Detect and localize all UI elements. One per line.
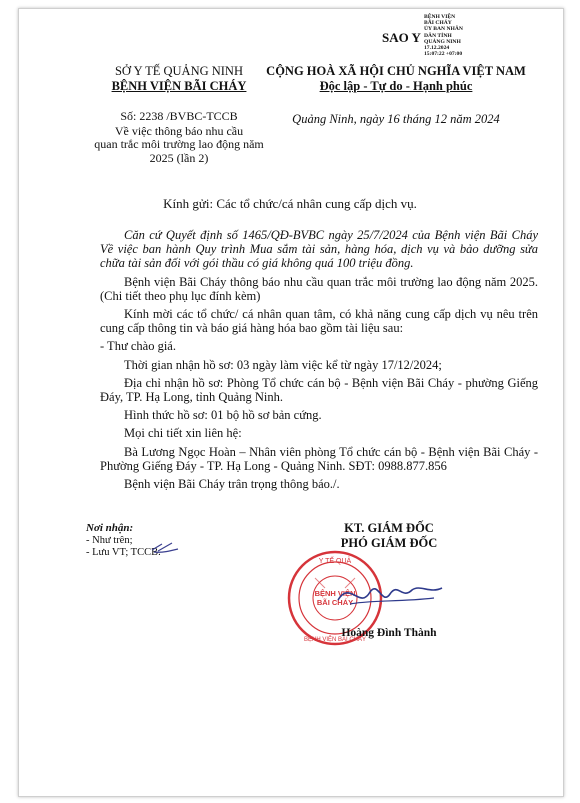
paragraph: Bệnh viện Bãi Cháy trân trọng thông báo./.: [124, 477, 340, 492]
paragraph: Kính mời các tổ chức/ cá nhân quan tâm, có khả năng cung cấp dịch vụ nêu trên cung cấp thông tin và báo giá hàng hóa bao gồm tài liệu sau:: [100, 307, 538, 336]
document-number-block: [70, 110, 288, 165]
stamp-line: BỆNH VIỆN: [424, 14, 456, 20]
national-header: [262, 64, 530, 94]
document-number: Số: 2238 /BVBC-TCCB: [120, 109, 238, 123]
stamp-line: 17.12.2024: [424, 45, 450, 52]
signer-title: KT. GIÁM ĐỐC: [344, 521, 434, 535]
signer-position: PHÓ GIÁM ĐỐC: [340, 536, 438, 550]
country-name: CỘNG HOÀ XÃ HỘI CHỦ NGHĨA VIỆT NAM: [266, 64, 526, 78]
document-subject: quan trắc môi trường lao động năm: [94, 137, 264, 151]
hospital-name: BỆNH VIỆN BÃI CHÁY: [111, 79, 247, 93]
document-subject: 2025 (lần 2): [149, 150, 209, 165]
digital-signature-stamp: [424, 14, 494, 57]
recipients-title: Nơi nhận:: [86, 522, 134, 534]
stamp-line: ỦY BAN NHÂN: [424, 26, 463, 33]
national-motto: Độc lập - Tự do - Hạnh phúc: [319, 79, 473, 93]
issuer-block: [70, 64, 288, 94]
seal-text-center: BỆNH VIỆN: [314, 589, 356, 598]
paragraph-legal-basis: Căn cứ Quyết định số 1465/QĐ-BVBC ngày 25/7/2024 của Bệnh viện Bãi Cháy Về việc ban hành Quy trình Mua sắm tài sản, hàng hóa, dịch vụ và bảo dưỡng sửa chữa tài sản đối với gói thầu có giá không quá 100 triệu đồng.: [100, 228, 538, 271]
document-subject: Về việc thông báo nhu cầu: [114, 123, 244, 138]
recipient-item: - Lưu VT; TCCB.: [86, 547, 161, 558]
paragraph: Mọi chi tiết xin liên hệ:: [124, 426, 242, 441]
paragraph: Bệnh viện Bãi Cháy thông báo nhu cầu quan trắc môi trường lao động năm 2025. (Chi tiết theo phụ lục đính kèm): [100, 274, 538, 303]
paragraph: Thời gian nhận hồ sơ: 03 ngày làm việc kể từ ngày 17/12/2024;: [124, 357, 442, 372]
stamp-line: QUẢNG NINH: [424, 38, 461, 45]
seal-text-top: Y TẾ QUẢ: [318, 558, 352, 565]
paragraph: Địa chỉ nhận hồ sơ: Phòng Tổ chức cán bộ - Bệnh viện Bãi Cháy - phường Giếng Đáy, TP. Hạ Long, tỉnh Quảng Ninh.: [100, 375, 538, 405]
signer-name: Hoàng Đình Thành: [341, 627, 437, 639]
place-date: Quảng Ninh, ngày 16 tháng 12 năm 2024: [292, 112, 500, 126]
initials-mark: [150, 540, 180, 554]
stamp-line: BÃI CHÁY: [424, 20, 452, 27]
list-item: - Thư chào giá.: [100, 339, 176, 354]
recipient-item: - Như trên;: [86, 534, 133, 546]
greeting: Kính gửi: Các tổ chức/cá nhân cung cấp dịch vụ.: [163, 196, 417, 211]
copy-stamp-label: SAO Y: [382, 30, 421, 45]
paragraph: Hình thức hồ sơ: 01 bộ hồ sơ bản cứng.: [124, 408, 322, 423]
seal-text-center: BÃI CHÁY: [316, 598, 354, 607]
paragraph: Bà Lương Ngọc Hoàn – Nhân viên phòng Tổ chức cán bộ - Bệnh viện Bãi Cháy - Phường Giếng Đáy - TP. Hạ Long - Quảng Ninh. SĐT: 0988.877.856: [100, 444, 538, 473]
document-body: [100, 228, 538, 495]
signature-block: [300, 521, 478, 551]
stamp-line: DÂN TỈNH: [424, 32, 452, 39]
stamp-line: 15:07:22 +07:00: [424, 51, 463, 58]
department-name: SỞ Y TẾ QUẢNG NINH: [114, 64, 243, 78]
handwritten-signature: [330, 570, 450, 620]
seal-text-bottom: BỆNH VIỆN BÃI CHÁY: [303, 637, 367, 643]
